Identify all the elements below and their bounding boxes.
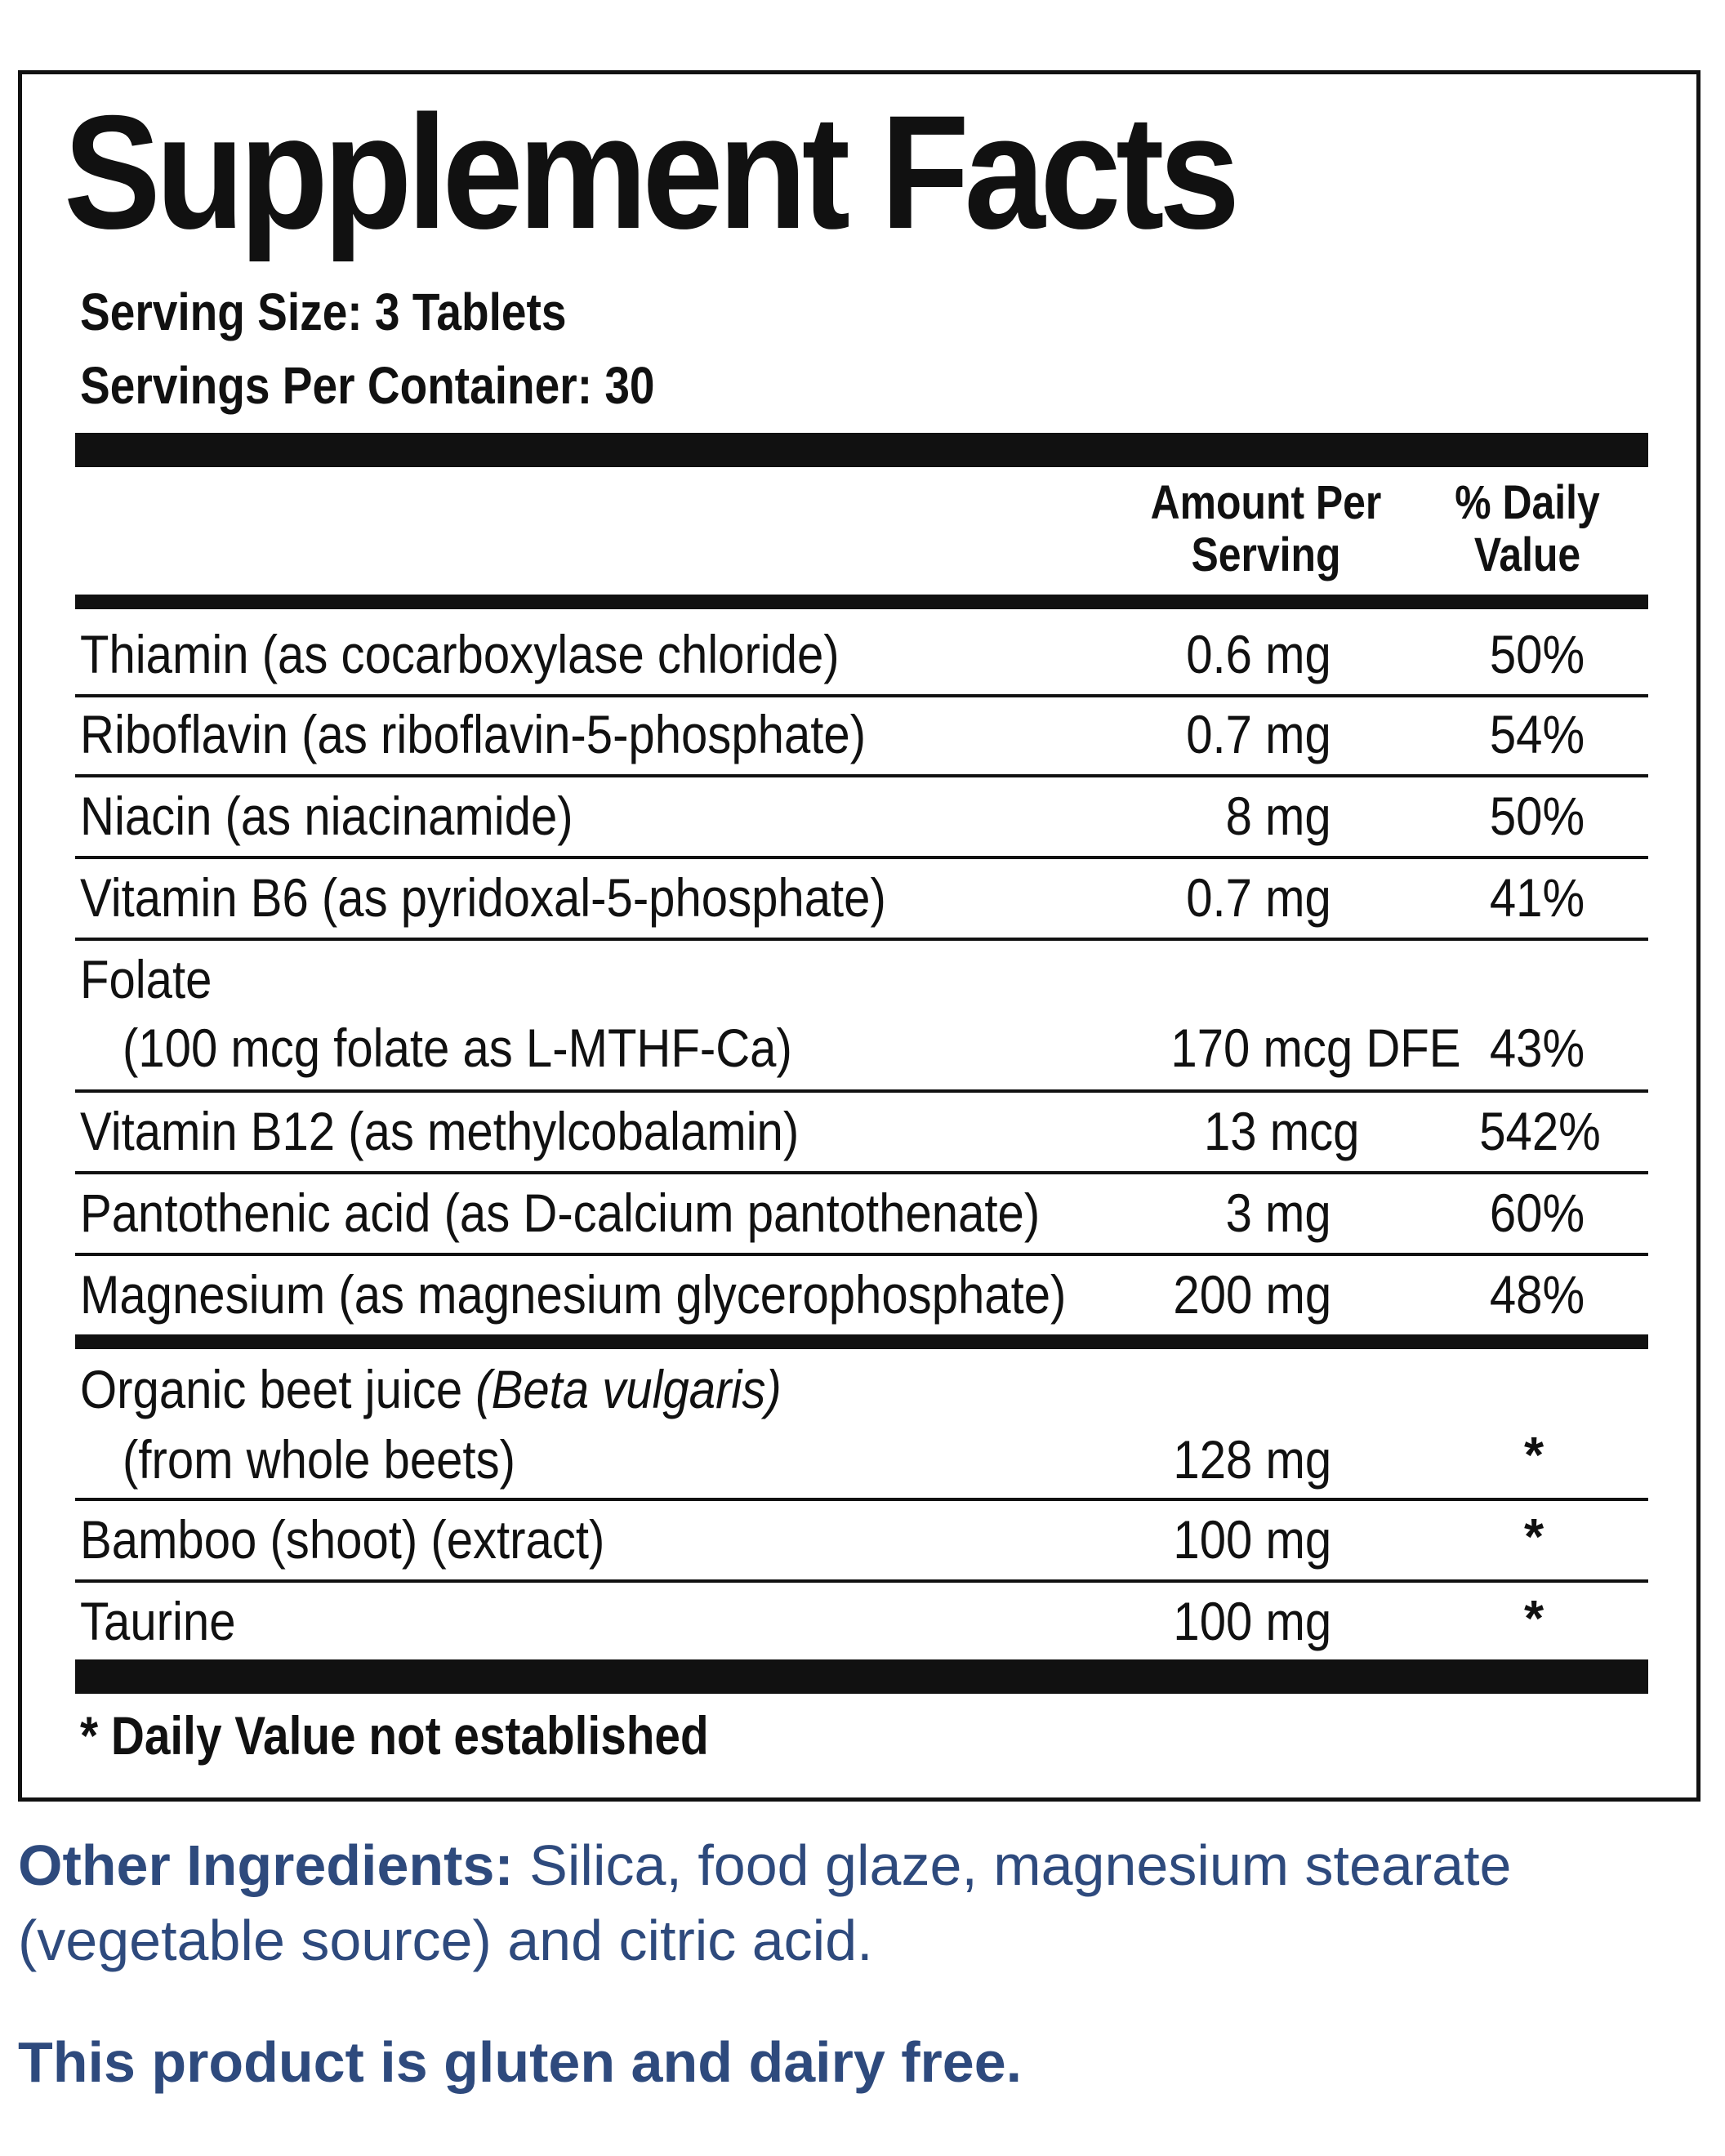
ingredient-amount: 100 mg xyxy=(1173,1591,1331,1651)
row-divider xyxy=(75,774,1648,777)
nutrient-subname: (100 mcg folate as L-MTHF-Ca) xyxy=(123,1018,792,1078)
nutrient-name: Niacin (as niacinamide) xyxy=(80,786,573,846)
row-divider xyxy=(75,694,1648,697)
section-divider xyxy=(75,1334,1648,1349)
nutrient-amount: 8 mg xyxy=(1225,786,1331,846)
servings-per-container: Servings Per Container: 30 xyxy=(80,356,655,415)
nutrient-dv: 41% xyxy=(1489,867,1585,928)
row-divider xyxy=(75,938,1648,941)
nutrient-name: Pantothenic acid (as D-calcium pantothenate) xyxy=(80,1183,1041,1243)
gluten-dairy-free-note: This product is gluten and dairy free. xyxy=(18,2030,1023,2094)
row-divider xyxy=(75,1253,1648,1256)
row-divider xyxy=(75,1498,1648,1501)
nutrient-name: Vitamin B6 (as pyridoxal-5-phosphate) xyxy=(80,867,886,928)
nutrient-dv: 50% xyxy=(1489,786,1585,846)
other-ingredients-text: Silica, food glaze, magnesium stearate (vegetable source) and citric acid. xyxy=(18,1833,1512,1972)
row-divider xyxy=(75,1171,1648,1174)
nutrient-dv: 54% xyxy=(1489,704,1585,764)
dv-asterisk: * xyxy=(1524,1428,1544,1484)
page-title: Supplement Facts xyxy=(64,82,1236,262)
header-divider xyxy=(75,595,1648,609)
nutrient-dv: 50% xyxy=(1489,624,1585,684)
ingredient-amount: 128 mg xyxy=(1173,1429,1331,1490)
nutrient-name: Thiamin (as cocarboxylase chloride) xyxy=(80,624,840,684)
row-divider xyxy=(75,856,1648,859)
ingredient-name: Organic beet juice (Beta vulgaris) xyxy=(80,1359,782,1419)
amount-per-serving-header: Amount Per Serving xyxy=(1150,476,1382,581)
daily-value-header: % Daily Value xyxy=(1455,476,1600,581)
nutrient-name: Vitamin B12 (as methylcobalamin) xyxy=(80,1101,800,1161)
ingredient-name: Bamboo (shoot) (extract) xyxy=(80,1509,605,1570)
row-divider xyxy=(75,1579,1648,1583)
serving-size: Serving Size: 3 Tablets xyxy=(80,283,567,341)
nutrient-amount: 0.7 mg xyxy=(1186,704,1331,764)
nutrient-name: Folate xyxy=(80,949,212,1009)
nutrient-amount: 170 mcg DFE xyxy=(1170,1018,1460,1078)
ingredient-latin-name: (Beta vulgaris) xyxy=(475,1359,782,1419)
nutrient-name: Magnesium (as magnesium glycerophosphate) xyxy=(80,1264,1067,1325)
nutrient-dv: 60% xyxy=(1489,1183,1585,1243)
other-ingredients-label: Other Ingredients: xyxy=(18,1833,514,1897)
row-divider xyxy=(75,1089,1648,1093)
nutrient-dv: 48% xyxy=(1489,1264,1585,1325)
nutrient-amount: 13 mcg xyxy=(1203,1101,1359,1161)
ingredient-amount: 100 mg xyxy=(1173,1509,1331,1570)
nutrient-dv: 542% xyxy=(1479,1101,1601,1161)
dv-asterisk: * xyxy=(1524,1591,1544,1647)
nutrient-amount: 3 mg xyxy=(1225,1183,1331,1243)
nutrient-amount: 0.7 mg xyxy=(1186,867,1331,928)
ingredient-name: Taurine xyxy=(80,1591,236,1651)
daily-value-footnote: * Daily Value not established xyxy=(80,1705,709,1766)
thick-divider-bottom xyxy=(75,1659,1648,1694)
nutrient-amount: 0.6 mg xyxy=(1186,624,1331,684)
thick-divider-top xyxy=(75,433,1648,467)
nutrient-name: Riboflavin (as riboflavin-5-phosphate) xyxy=(80,704,867,764)
nutrient-amount: 200 mg xyxy=(1173,1264,1331,1325)
dv-asterisk: * xyxy=(1524,1509,1544,1566)
nutrient-dv: 43% xyxy=(1489,1018,1585,1078)
other-ingredients xyxy=(18,1828,1700,1978)
ingredient-subname: (from whole beets) xyxy=(123,1429,515,1490)
